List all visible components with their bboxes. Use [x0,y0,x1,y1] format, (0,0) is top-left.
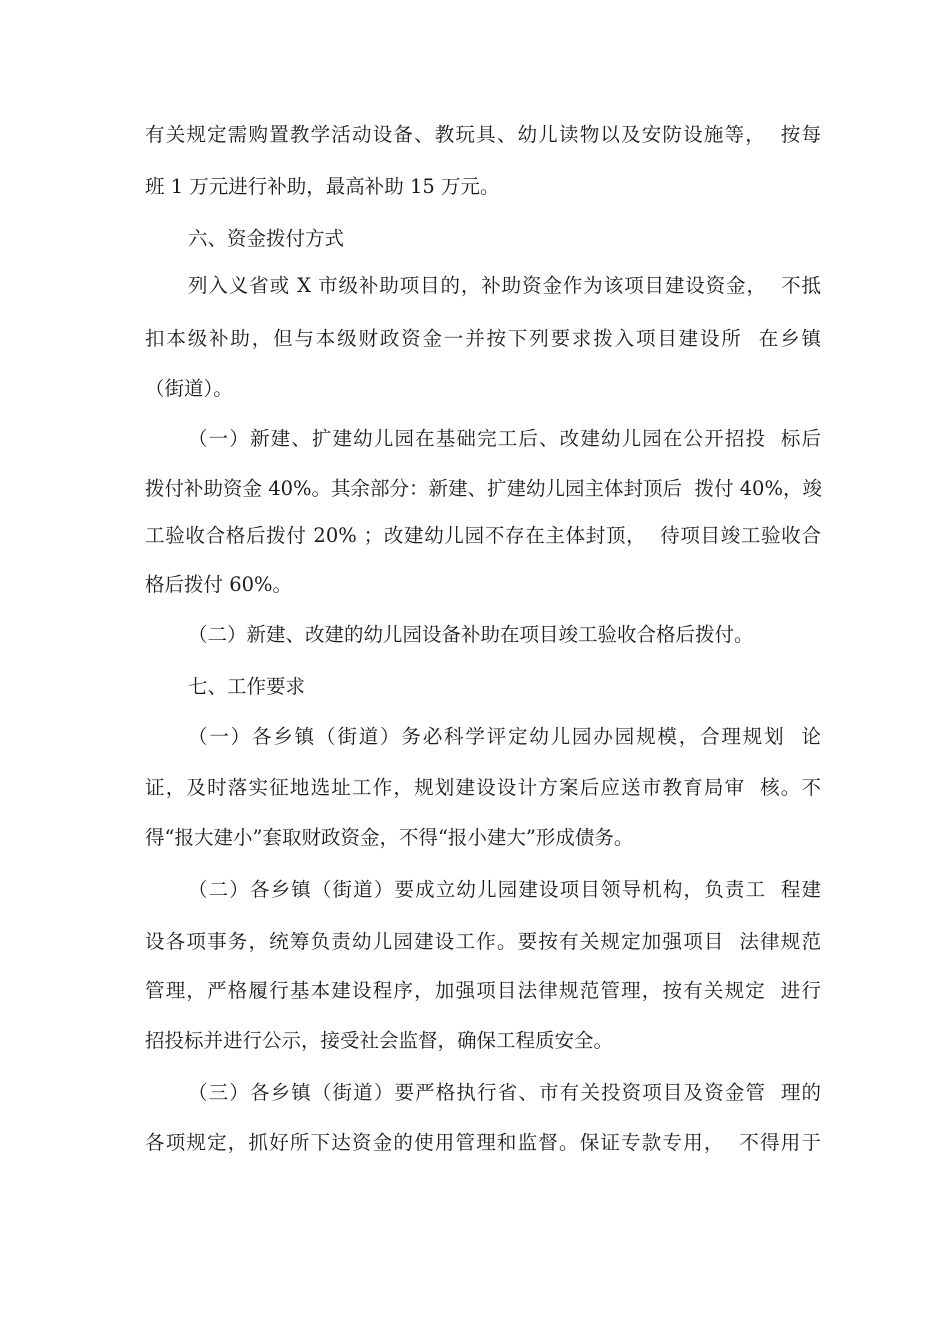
text-line: 有关规定需购置教学活动设备、教玩具、幼儿读物以及安防设施等， 按每 [145,123,821,146]
text-line: 格后拨付 60%。 [145,573,293,596]
section-heading: 七、工作要求 [188,675,306,698]
text-line: 管理，严格履行基本建设程序，加强项目法律规范管理，按有关规定 进行 [145,979,821,1002]
text-line: 班 1 万元进行补助，最高补助 15 万元。 [145,175,500,198]
text-line: （二）新建、改建的幼儿园设备补助在项目竣工验收合格后拨付。 [188,623,754,646]
text-line: 工验收合格后拨付 20% ；改建幼儿园不存在主体封顶， 待项目竣工验收合 [145,524,821,547]
text-line: 设各项事务，统筹负责幼儿园建设工作。要按有关规定加强项目 法律规范 [145,930,821,953]
text-line: 各项规定，抓好所下达资金的使用管理和监督。保证专款专用， 不得用于 [145,1131,821,1154]
text-line: 扣本级补助，但与本级财政资金一并按下列要求拨入项目建设所 在乡镇 [145,327,821,350]
text-line: （三）各乡镇（街道）要严格执行省、市有关投资项目及资金管 理的 [188,1081,821,1104]
section-heading: 六、资金拨付方式 [188,227,345,250]
text-line: （一）各乡镇（街道）务必科学评定幼儿园办园规模，合理规划 论 [188,725,821,748]
text-line: 列入义省或 X 市级补助项目的，补助资金作为该项目建设资金， 不抵 [188,274,821,297]
text-line: 招投标并进行公示，接受社会监督，确保工程质安全。 [145,1029,614,1052]
text-line: 拨付补助资金 40%。其余部分：新建、扩建幼儿园主体封顶后 拨付 40%，竣 [145,477,822,500]
text-line: （一）新建、扩建幼儿园在基础完工后、改建幼儿园在公开招投 标后 [188,427,821,450]
text-line: 得“报大建小”套取财政资金，不得“报小建大”形成债务。 [145,826,634,849]
text-line: （街道）。 [145,377,233,400]
text-line: （二）各乡镇（街道）要成立幼儿园建设项目领导机构，负责工 程建 [188,878,821,901]
text-line: 证，及时落实征地选址工作，规划建设设计方案后应送市教育局审 核。不 [145,776,821,799]
